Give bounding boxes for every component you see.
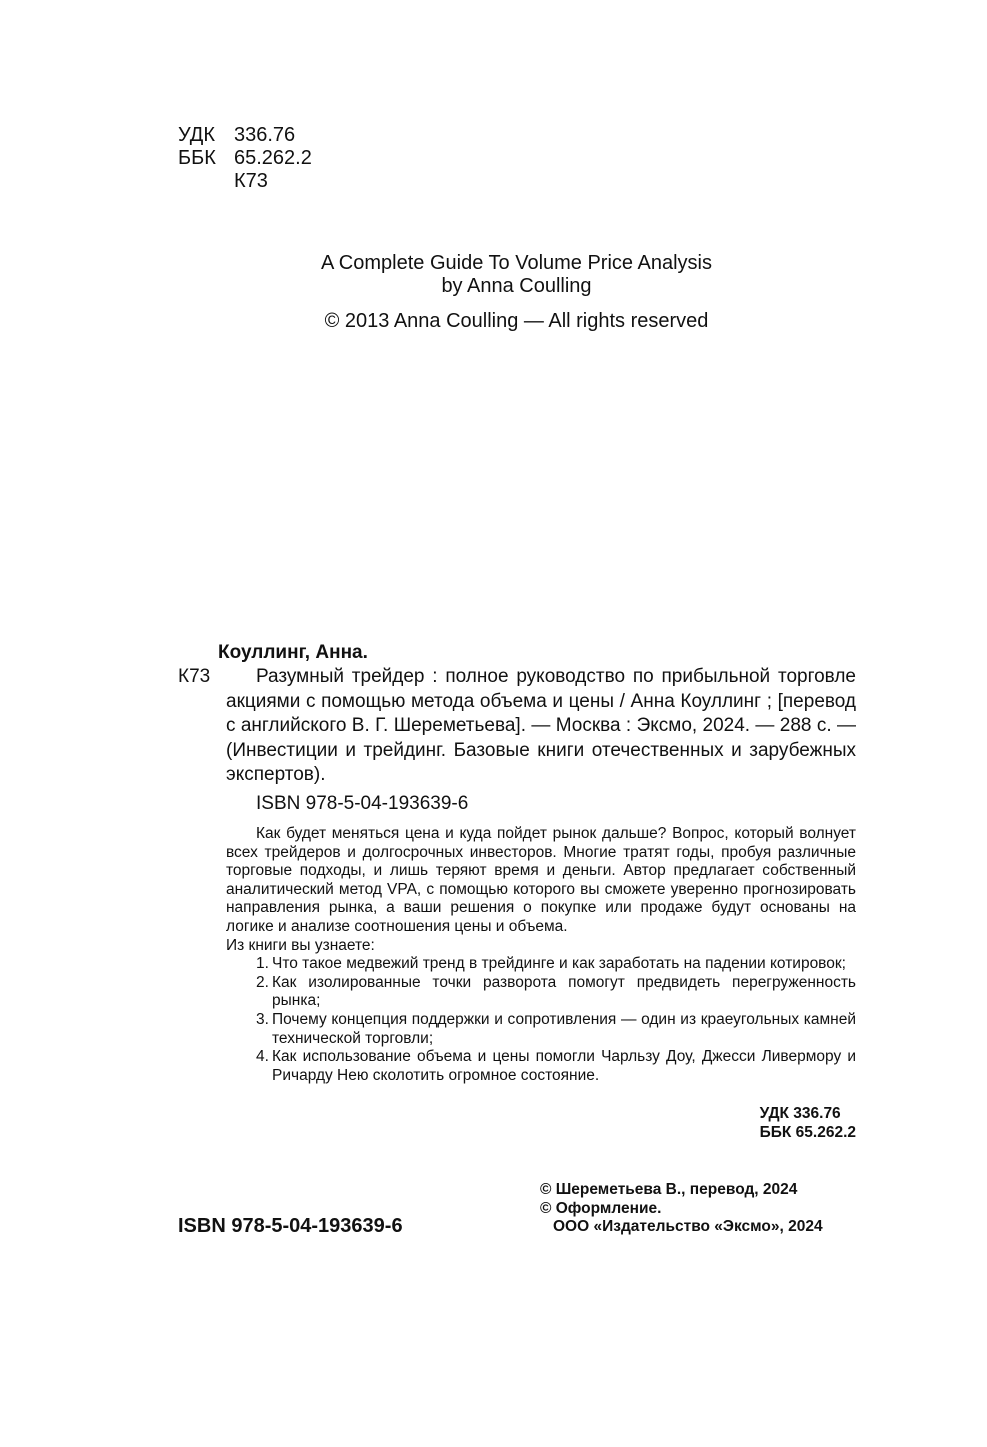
copyright-publisher: ООО «Издательство «Эксмо», 2024: [553, 1218, 823, 1235]
annotation-list: [226, 955, 856, 1085]
annotation-paragraph: Как будет меняться цена и куда пойдет рынок дальше? Вопрос, который волнует всех трейдеров и долгосрочных инвесторов. Многие тратят годы, пробуя различные торговые подходы, и лишь теряют время и деньги. Автор предлагает собственный аналитический метод VPA, с помощью которого вы сможете уверенно прогнозировать направления рынка, а ваши решения о покупке или продаже будут основаны на логике и анализе соотношения цены и объема.: [226, 825, 856, 935]
list-item-number: 2.: [256, 973, 269, 991]
bbk-value: 65.262.2: [234, 147, 312, 169]
footer-isbn: ISBN 978-5-04-193639-6: [178, 1215, 403, 1237]
udk-key: УДК: [178, 124, 216, 146]
list-item: [256, 974, 856, 1011]
card-code: К73: [178, 666, 211, 687]
bbk-key: ББК: [178, 147, 216, 169]
copyright-design: © Оформление.: [540, 1199, 662, 1217]
annotation-bbk: ББК 65.262.2: [759, 1124, 856, 1141]
copyrights: [540, 1181, 823, 1237]
udk-row: [178, 124, 312, 147]
list-item-text: Как изолированные точки разворота помогут предвидеть перегруженность рынка;: [272, 973, 856, 1010]
classification-codes: [178, 124, 312, 193]
annotation-udk: УДК 336.76: [759, 1105, 841, 1122]
list-item-number: 4.: [256, 1048, 269, 1066]
original-title: A Complete Guide To Volume Price Analysis: [321, 252, 712, 274]
list-item: [256, 1048, 856, 1085]
author-mark: К73: [234, 170, 268, 192]
card-isbn: ISBN 978-5-04-193639-6: [256, 793, 469, 814]
udk-value: 336.76: [234, 124, 296, 146]
bbk-row: [178, 147, 312, 170]
card-description: Разумный трейдер : полное руководство по прибыльной торговле акциями с помощью метода объема и цены / Анна Коуллинг ; [перевод с английского В. Г. Шереметьева]. — Москва : Эксмо, 2024. — 288 с. — (Инвестиции и трейдинг. Базовые книги отечественных и зарубежных экспертов).: [226, 666, 856, 785]
list-item-text: Почему концепция поддержки и сопротивления — один из краеугольных камней технической торговли;: [272, 1010, 856, 1047]
original-author: by Anna Coulling: [441, 275, 592, 297]
original-copyright: © 2013 Anna Coulling — All rights reserved: [324, 310, 709, 332]
list-item: [256, 955, 856, 974]
list-item: [256, 1011, 856, 1048]
author-mark-row: [178, 170, 312, 193]
card-author: Коуллинг, Анна.: [218, 642, 368, 663]
annotation: [226, 825, 856, 1085]
list-item-number: 1.: [256, 955, 269, 973]
list-item-text: Что такое медвежий тренд в трейдинге и как заработать на падении котировок;: [272, 955, 846, 973]
annotation-codes: [760, 1104, 856, 1142]
copyright-translation: © Шереметьева В., перевод, 2024: [540, 1181, 798, 1198]
list-item-number: 3.: [256, 1010, 269, 1028]
list-item-text: Как использование объема и цены помогли Чарльзу Доу, Джесси Ливермору и Ричарду Нею сколотить огромное состояние.: [272, 1048, 856, 1084]
annotation-lead: Из книги вы узнаете:: [226, 936, 375, 954]
